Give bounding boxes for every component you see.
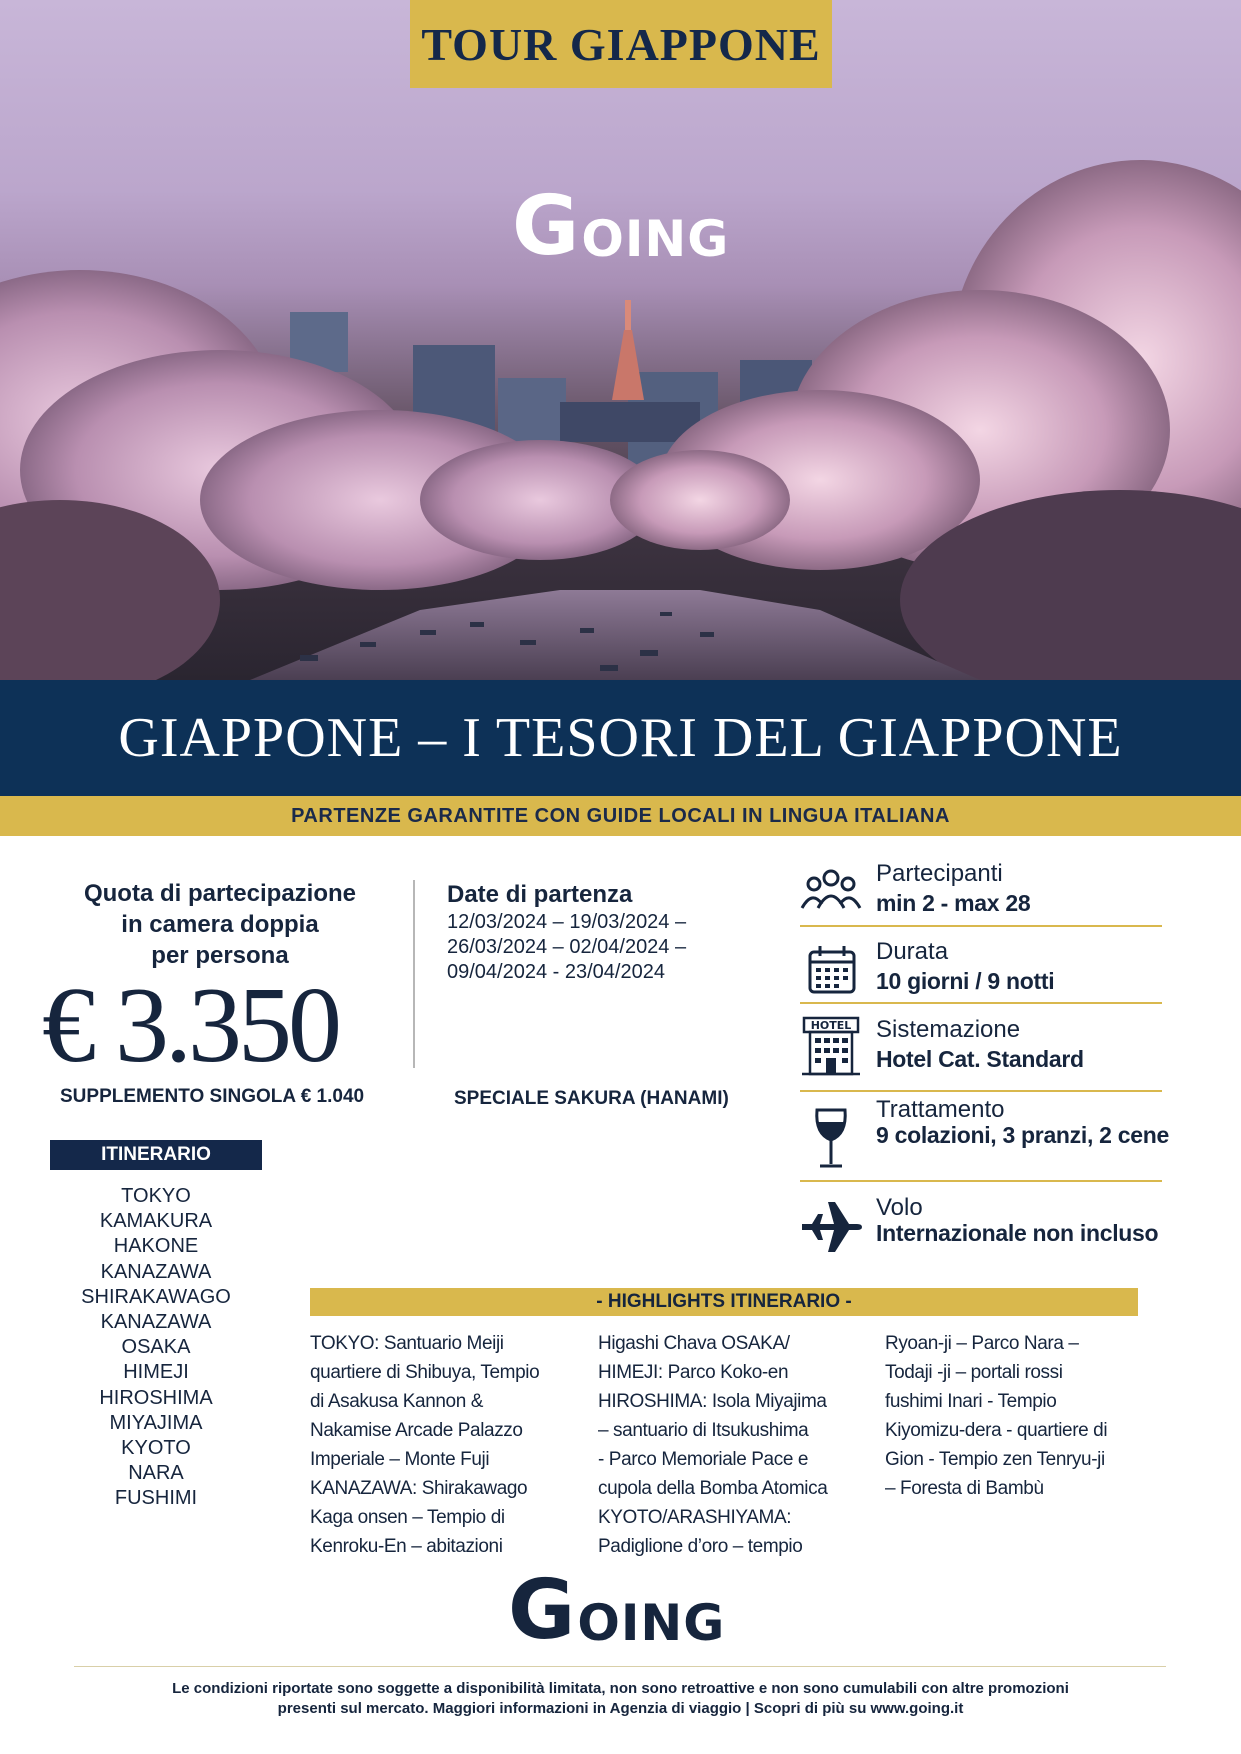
highlight-line: - Parco Memoriale Pace e	[598, 1449, 809, 1470]
quota-description	[40, 878, 400, 971]
departure-line: 12/03/2024 – 19/03/2024 –	[447, 911, 687, 933]
highlight-line: KYOTO/ARASHIYAMA:	[598, 1507, 792, 1528]
quota-line: per persona	[151, 942, 289, 969]
highlights-column-3	[885, 1329, 1147, 1503]
calendar-icon	[800, 942, 862, 998]
itinerary-stop: NARA	[128, 1462, 184, 1485]
highlight-line: Kenroku-En – abitazioni	[310, 1536, 503, 1557]
highlight-line: Ryoan-ji – Parco Nara –	[885, 1333, 1079, 1354]
hotel-icon	[800, 1016, 862, 1078]
itinerary-label: ITINERARIO	[50, 1140, 262, 1170]
quota-line: Quota di partecipazione	[83, 880, 357, 907]
itinerary-stop: HIROSHIMA	[99, 1386, 213, 1409]
itinerary-stop: KAMAKURA	[99, 1210, 213, 1233]
highlights-label: - HIGHLIGHTS ITINERARIO -	[310, 1288, 1138, 1316]
quota-line: in camera doppia	[121, 911, 319, 938]
departure-line: 26/03/2024 – 02/04/2024 –	[447, 936, 687, 958]
page-subtitle: PARTENZE GARANTITE CON GUIDE LOCALI IN LINGUA ITALIANA	[291, 804, 950, 827]
tour-banner	[410, 0, 832, 88]
cherry-blossom-scene	[0, 0, 1241, 680]
highlight-line: fushimi Inari - Tempio	[885, 1391, 1057, 1412]
highlight-line: di Asakusa Kannon &	[310, 1391, 484, 1412]
info-value: Hotel Cat. Standard	[876, 1046, 1084, 1072]
info-label: Partecipanti	[876, 860, 1003, 887]
itinerary-stop: SHIRAKAWAGO	[81, 1285, 231, 1308]
footer-line: Le condizioni riportate sono soggette a disponibilità limitata, non sono retroattive e non sono cumulabili con altre promozioni	[172, 1680, 1069, 1697]
title-band	[0, 680, 1241, 796]
highlights-column-1	[310, 1329, 572, 1561]
people-icon	[800, 864, 862, 920]
departure-line: 09/04/2024 - 23/04/2024	[447, 961, 665, 983]
divider	[800, 925, 1162, 927]
highlight-line: TOKYO: Santuario Meiji	[310, 1333, 504, 1354]
column-divider	[413, 880, 415, 1068]
highlight-line: cupola della Bomba Atomica	[598, 1478, 828, 1499]
logo-initial: G	[508, 1563, 576, 1658]
logo-initial: G	[512, 179, 580, 274]
going-logo-footer	[508, 1563, 726, 1658]
going-logo	[512, 179, 730, 274]
highlights-column-2	[598, 1329, 860, 1561]
departure-dates	[447, 880, 767, 985]
tour-label: TOUR GIAPPONE	[421, 18, 821, 70]
page-title: GIAPPONE – I TESORI DEL GIAPPONE	[118, 707, 1123, 769]
highlight-line: HIROSHIMA: Isola Miyajima	[598, 1391, 827, 1412]
highlight-line: – Foresta di Bambù	[885, 1478, 1044, 1499]
itinerary-stop: HAKONE	[113, 1235, 199, 1258]
highlight-line: Imperiale – Monte Fuji	[310, 1449, 490, 1470]
highlight-line: Higashi Chava OSAKA/	[598, 1333, 790, 1354]
footer-line: presenti sul mercato. Maggiori informazioni in Agenzia di viaggio | Scopri di più su www.going.it	[277, 1700, 964, 1717]
info-label: Durata	[876, 938, 949, 965]
footer-disclaimer	[60, 1679, 1181, 1719]
itinerary-stop: KYOTO	[121, 1437, 191, 1460]
itinerary-stop: TOKYO	[121, 1185, 191, 1207]
logo-rest: OING	[581, 210, 730, 268]
itinerary-stop: MIYAJIMA	[109, 1411, 203, 1434]
info-value: Internazionale non incluso	[876, 1220, 1159, 1246]
highlight-line: Kiyomizu-dera - quartiere di	[885, 1420, 1108, 1441]
info-value: 10 giorni / 9 notti	[876, 968, 1055, 994]
price: € 3.350	[42, 966, 338, 1085]
info-value: min 2 - max 28	[876, 890, 1031, 916]
divider	[800, 1180, 1162, 1182]
highlight-line: HIMEJI: Parco Koko-en	[598, 1362, 789, 1383]
highlight-line: KANAZAWA: Shirakawago	[310, 1478, 528, 1499]
info-label: Trattamento	[876, 1096, 1005, 1123]
itinerary-stop: HIMEJI	[123, 1361, 189, 1384]
hotel-sign-text: HOTEL	[810, 1019, 852, 1032]
highlight-line: Todaji -ji – portali rossi	[885, 1362, 1063, 1383]
itinerary-list	[40, 1184, 272, 1512]
highlight-line: Gion - Tempio zen Tenryu-ji	[885, 1449, 1105, 1470]
itinerary-stop: KANAZAWA	[100, 1311, 212, 1334]
info-label: Sistemazione	[876, 1016, 1021, 1043]
highlight-line: – santuario di Itsukushima	[598, 1420, 809, 1441]
divider	[800, 1090, 1162, 1092]
footer-divider	[74, 1666, 1166, 1667]
highlight-line: quartiere di Shibuya, Tempio	[310, 1362, 540, 1383]
special-note: SPECIALE SAKURA (HANAMI)	[454, 1088, 729, 1109]
logo-rest: OING	[577, 1594, 726, 1652]
highlight-line: Padiglione d’oro – tempio	[598, 1536, 803, 1557]
itinerary-stop: FUSHIMI	[114, 1487, 198, 1510]
info-value: 9 colazioni, 3 pranzi, 2 cene	[876, 1122, 1169, 1148]
departure-label: Date di partenza	[447, 881, 633, 908]
single-supplement: SUPPLEMENTO SINGOLA € 1.040	[60, 1086, 365, 1107]
airplane-icon	[800, 1198, 862, 1254]
subtitle-band	[0, 796, 1241, 836]
divider	[800, 1002, 1162, 1004]
itinerary-stop: OSAKA	[121, 1336, 191, 1359]
highlight-line: Kaga onsen – Tempio di	[310, 1507, 505, 1528]
info-label: Volo	[876, 1194, 923, 1221]
wine-glass-icon	[800, 1106, 862, 1170]
highlight-line: Nakamise Arcade Palazzo	[310, 1420, 523, 1441]
hero-photo	[0, 0, 1241, 680]
itinerary-stop: KANAZAWA	[100, 1260, 212, 1283]
